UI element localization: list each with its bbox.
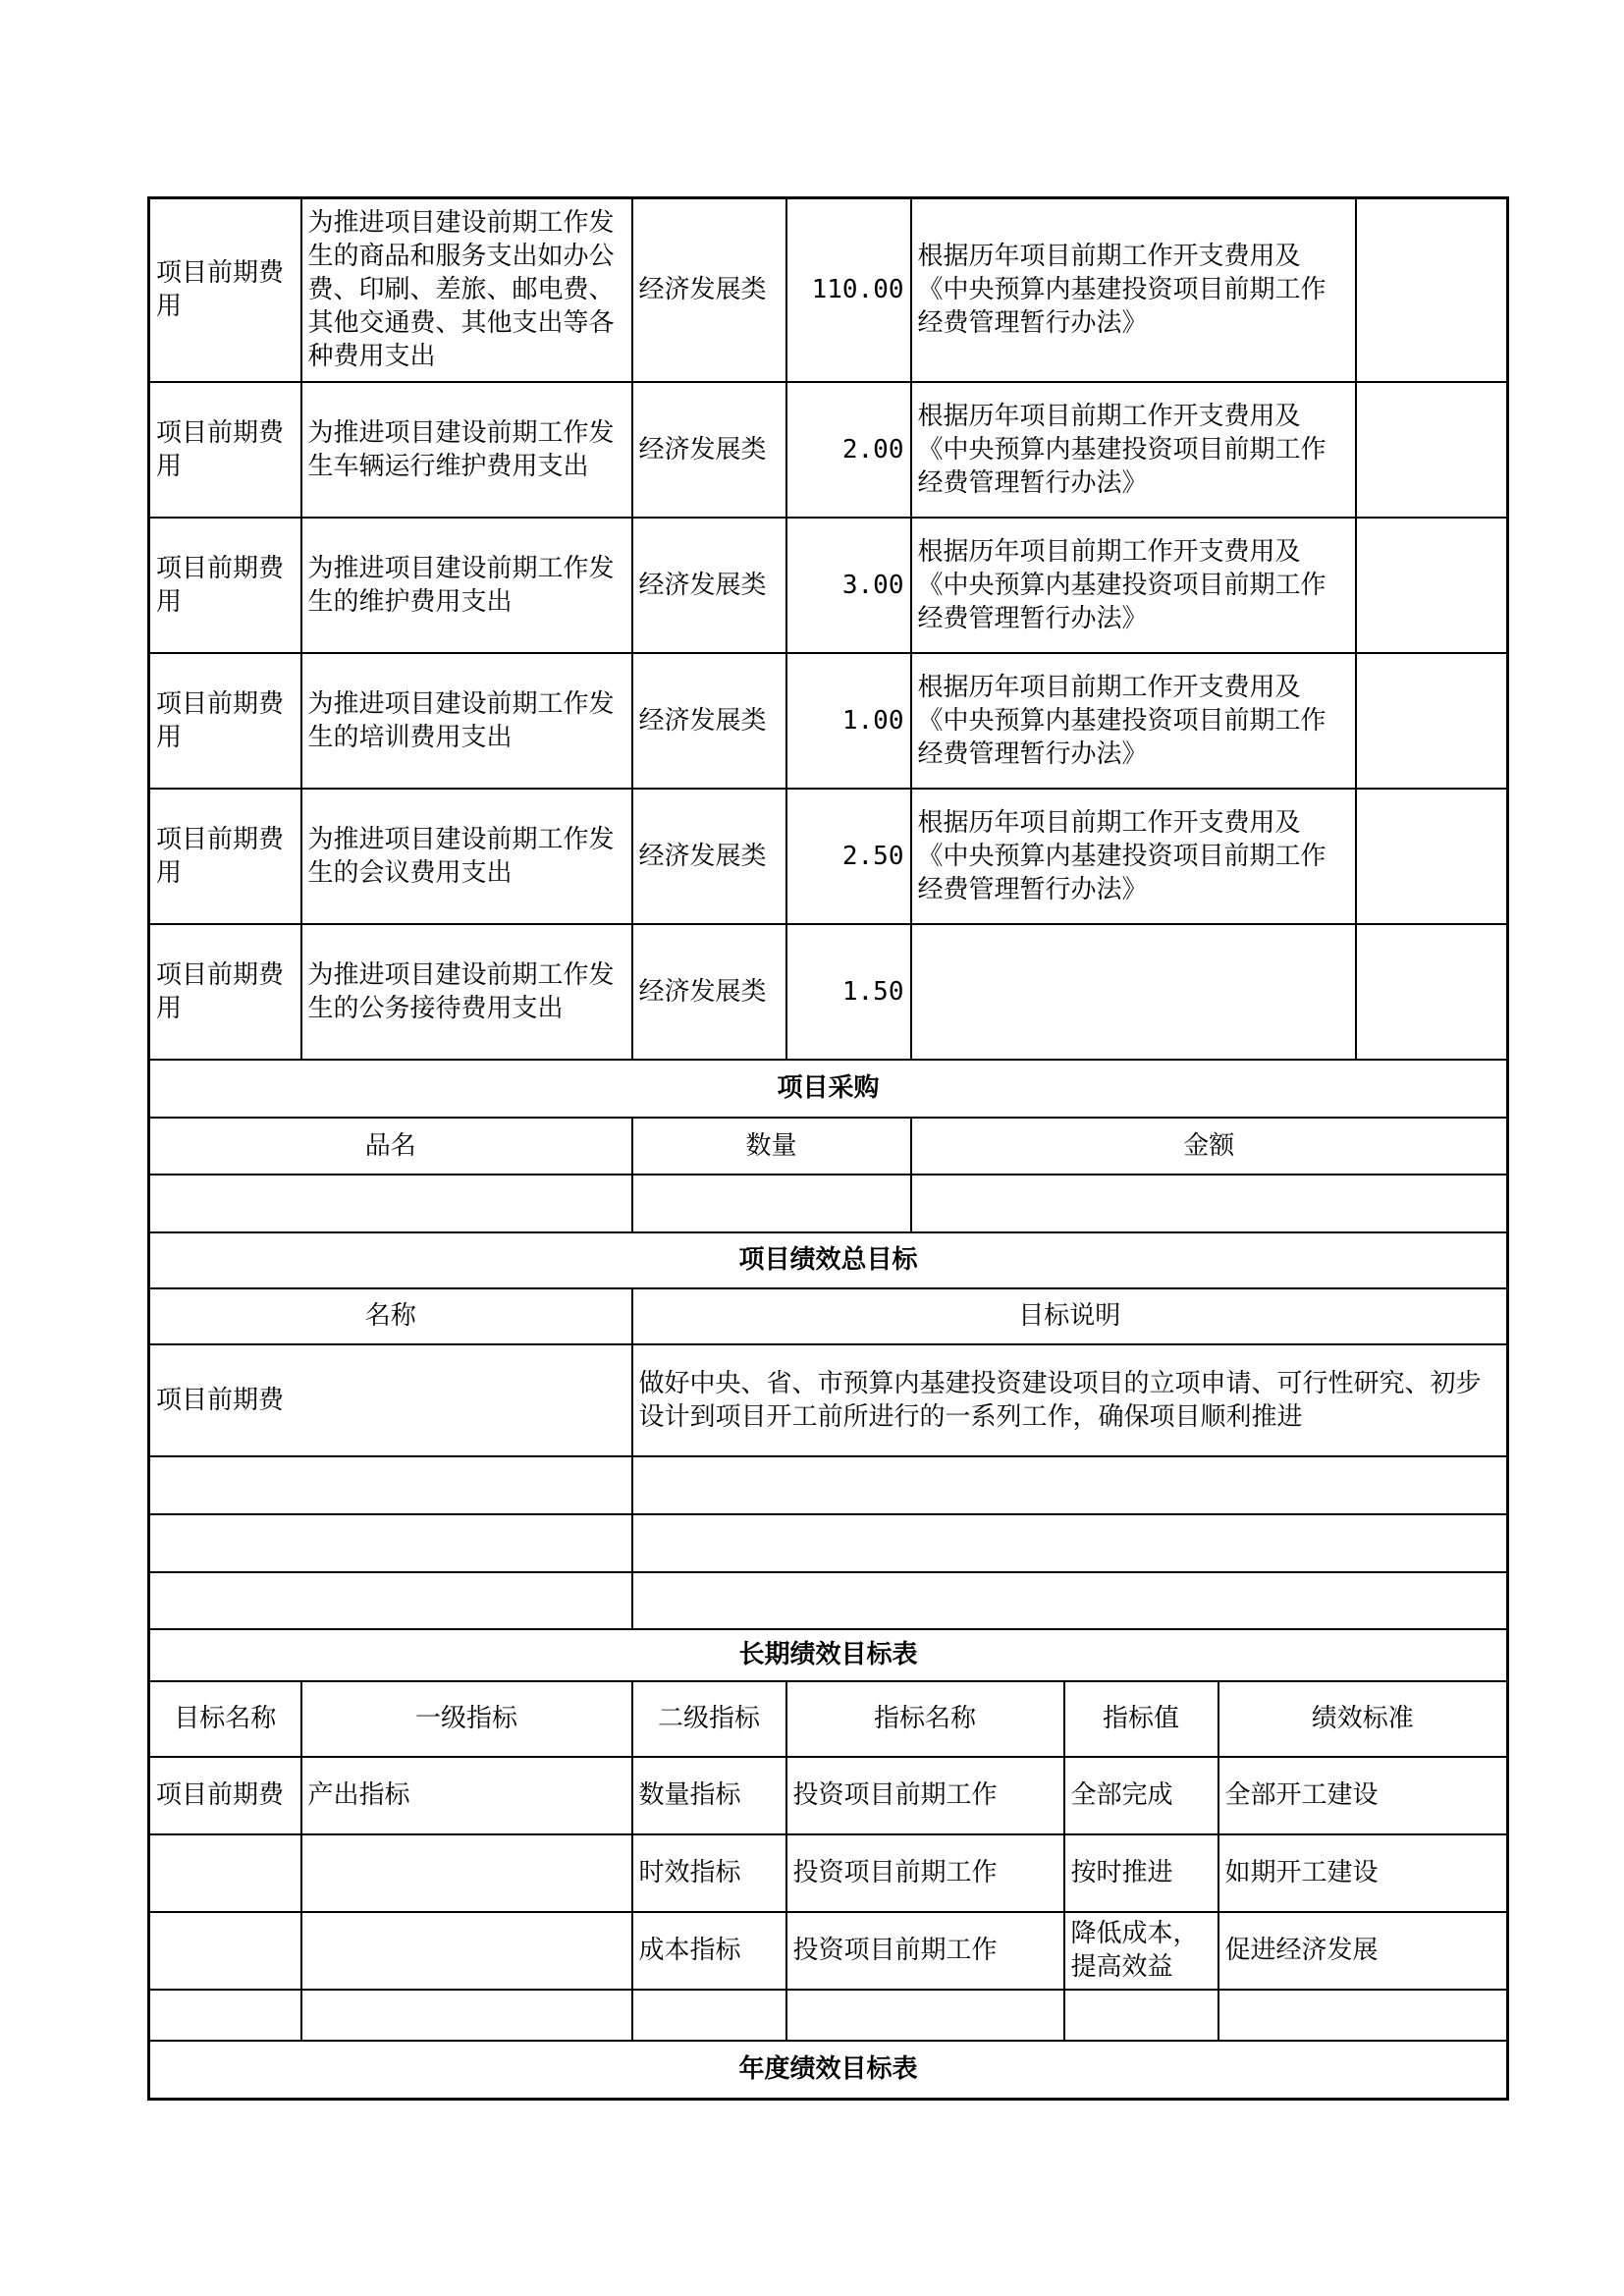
expense-content-cell: 为推进项目建设前期工作发生的会议费用支出 <box>301 789 632 924</box>
long-term-target-cell <box>149 1990 301 2041</box>
long-term-level2-header: 二级指标 <box>632 1681 786 1757</box>
expense-name-cell: 项目前期费用 <box>149 518 301 653</box>
overall-goal-empty-row <box>149 1456 1508 1514</box>
expense-note-cell <box>1356 653 1508 789</box>
expense-basis-cell <box>911 924 1356 1060</box>
overall-goal-name-cell <box>149 1572 632 1629</box>
annual-title: 年度绩效目标表 <box>149 2041 1508 2100</box>
expense-category-cell: 经济发展类 <box>632 924 786 1060</box>
long-term-value-cell: 按时推进 <box>1064 1834 1218 1912</box>
expense-name-cell: 项目前期费用 <box>149 924 301 1060</box>
expense-basis-cell: 根据历年项目前期工作开支费用及《中央预算内基建投资项目前期工作经费管理暂行办法》 <box>911 382 1356 518</box>
budget-sheet-table <box>147 196 1509 2101</box>
long-term-value-cell <box>1064 1990 1218 2041</box>
long-term-header-row <box>149 1681 1508 1757</box>
expense-basis-cell: 根据历年项目前期工作开支费用及《中央预算内基建投资项目前期工作经费管理暂行办法》 <box>911 518 1356 653</box>
expense-name-cell: 项目前期费用 <box>149 382 301 518</box>
long-term-standard-cell: 如期开工建设 <box>1218 1834 1508 1912</box>
long-term-empty-row <box>149 1990 1508 2041</box>
expense-basis-cell: 根据历年项目前期工作开支费用及《中央预算内基建投资项目前期工作经费管理暂行办法》 <box>911 198 1356 382</box>
expense-amount-cell: 1.00 <box>786 653 911 789</box>
long-term-indicator-cell: 投资项目前期工作 <box>786 1834 1064 1912</box>
overall-goal-name-cell <box>149 1514 632 1572</box>
overall-goal-section-row <box>149 1232 1508 1288</box>
long-term-indicator-header: 指标名称 <box>786 1681 1064 1757</box>
long-term-value-cell: 全部完成 <box>1064 1757 1218 1834</box>
expense-note-cell <box>1356 924 1508 1060</box>
expense-row <box>149 653 1508 789</box>
long-term-value-cell: 降低成本，提高效益 <box>1064 1912 1218 1990</box>
expense-category-cell: 经济发展类 <box>632 382 786 518</box>
expense-content-cell: 为推进项目建设前期工作发生的商品和服务支出如办公费、印刷、差旅、邮电费、其他交通费、其他支出等各种费用支出 <box>301 198 632 382</box>
long-term-standard-header: 绩效标准 <box>1218 1681 1508 1757</box>
procurement-empty-row <box>149 1175 1508 1232</box>
long-term-title: 长期绩效目标表 <box>149 1629 1508 1681</box>
long-term-target-cell <box>149 1912 301 1990</box>
long-term-target-cell: 项目前期费 <box>149 1757 301 1834</box>
overall-goal-title: 项目绩效总目标 <box>149 1232 1508 1288</box>
procurement-quantity-cell <box>632 1175 911 1232</box>
long-term-standard-cell: 促进经济发展 <box>1218 1912 1508 1990</box>
long-term-indicator-cell <box>786 1990 1064 2041</box>
expense-name-cell: 项目前期费用 <box>149 789 301 924</box>
long-term-row <box>149 1757 1508 1834</box>
expense-basis-cell: 根据历年项目前期工作开支费用及《中央预算内基建投资项目前期工作经费管理暂行办法》 <box>911 789 1356 924</box>
expense-content-cell: 为推进项目建设前期工作发生的培训费用支出 <box>301 653 632 789</box>
expense-amount-cell: 2.50 <box>786 789 911 924</box>
long-term-indicator-cell: 投资项目前期工作 <box>786 1912 1064 1990</box>
long-term-indicator-cell: 投资项目前期工作 <box>786 1757 1064 1834</box>
overall-goal-empty-row <box>149 1514 1508 1572</box>
overall-goal-description-cell <box>632 1514 1508 1572</box>
long-term-level2-cell <box>632 1990 786 2041</box>
procurement-amount-header: 金额 <box>911 1118 1508 1175</box>
procurement-item-header: 品名 <box>149 1118 632 1175</box>
procurement-title: 项目采购 <box>149 1060 1508 1118</box>
expense-category-cell: 经济发展类 <box>632 653 786 789</box>
long-term-value-header: 指标值 <box>1064 1681 1218 1757</box>
long-term-level1-cell <box>301 1912 632 1990</box>
long-term-row <box>149 1834 1508 1912</box>
overall-goal-description-header: 目标说明 <box>632 1288 1508 1344</box>
overall-goal-row <box>149 1344 1508 1456</box>
expense-row <box>149 518 1508 653</box>
long-term-section-row <box>149 1629 1508 1681</box>
expense-amount-cell: 1.50 <box>786 924 911 1060</box>
expense-category-cell: 经济发展类 <box>632 518 786 653</box>
overall-goal-name-header: 名称 <box>149 1288 632 1344</box>
expense-note-cell <box>1356 789 1508 924</box>
procurement-section-row <box>149 1060 1508 1118</box>
long-term-standard-cell <box>1218 1990 1508 2041</box>
overall-goal-name-cell <box>149 1456 632 1514</box>
expense-row <box>149 924 1508 1060</box>
long-term-level1-cell <box>301 1834 632 1912</box>
overall-goal-description-cell: 做好中央、省、市预算内基建投资建设项目的立项申请、可行性研究、初步设计到项目开工前所进行的一系列工作，确保项目顺利推进 <box>632 1344 1508 1456</box>
expense-name-cell: 项目前期费用 <box>149 198 301 382</box>
long-term-level1-cell <box>301 1990 632 2041</box>
expense-row <box>149 789 1508 924</box>
procurement-item-cell <box>149 1175 632 1232</box>
expense-category-cell: 经济发展类 <box>632 789 786 924</box>
expense-amount-cell: 3.00 <box>786 518 911 653</box>
long-term-level1-cell: 产出指标 <box>301 1757 632 1834</box>
expense-content-cell: 为推进项目建设前期工作发生的公务接待费用支出 <box>301 924 632 1060</box>
procurement-amount-cell <box>911 1175 1508 1232</box>
overall-goal-name-cell: 项目前期费 <box>149 1344 632 1456</box>
long-term-row <box>149 1912 1508 1990</box>
expense-row <box>149 382 1508 518</box>
long-term-target-header: 目标名称 <box>149 1681 301 1757</box>
expense-amount-cell: 110.00 <box>786 198 911 382</box>
long-term-level1-header: 一级指标 <box>301 1681 632 1757</box>
long-term-level2-cell: 成本指标 <box>632 1912 786 1990</box>
long-term-target-cell <box>149 1834 301 1912</box>
annual-section-row <box>149 2041 1508 2100</box>
expense-note-cell <box>1356 518 1508 653</box>
procurement-header-row <box>149 1118 1508 1175</box>
procurement-quantity-header: 数量 <box>632 1118 911 1175</box>
expense-category-cell: 经济发展类 <box>632 198 786 382</box>
overall-goal-empty-row <box>149 1572 1508 1629</box>
long-term-level2-cell: 数量指标 <box>632 1757 786 1834</box>
overall-goal-description-cell <box>632 1456 1508 1514</box>
expense-content-cell: 为推进项目建设前期工作发生车辆运行维护费用支出 <box>301 382 632 518</box>
expense-amount-cell: 2.00 <box>786 382 911 518</box>
long-term-standard-cell: 全部开工建设 <box>1218 1757 1508 1834</box>
long-term-level2-cell: 时效指标 <box>632 1834 786 1912</box>
expense-note-cell <box>1356 198 1508 382</box>
expense-basis-cell: 根据历年项目前期工作开支费用及《中央预算内基建投资项目前期工作经费管理暂行办法》 <box>911 653 1356 789</box>
expense-note-cell <box>1356 382 1508 518</box>
expense-content-cell: 为推进项目建设前期工作发生的维护费用支出 <box>301 518 632 653</box>
overall-goal-header-row <box>149 1288 1508 1344</box>
expense-name-cell: 项目前期费用 <box>149 653 301 789</box>
expense-row <box>149 198 1508 382</box>
overall-goal-description-cell <box>632 1572 1508 1629</box>
